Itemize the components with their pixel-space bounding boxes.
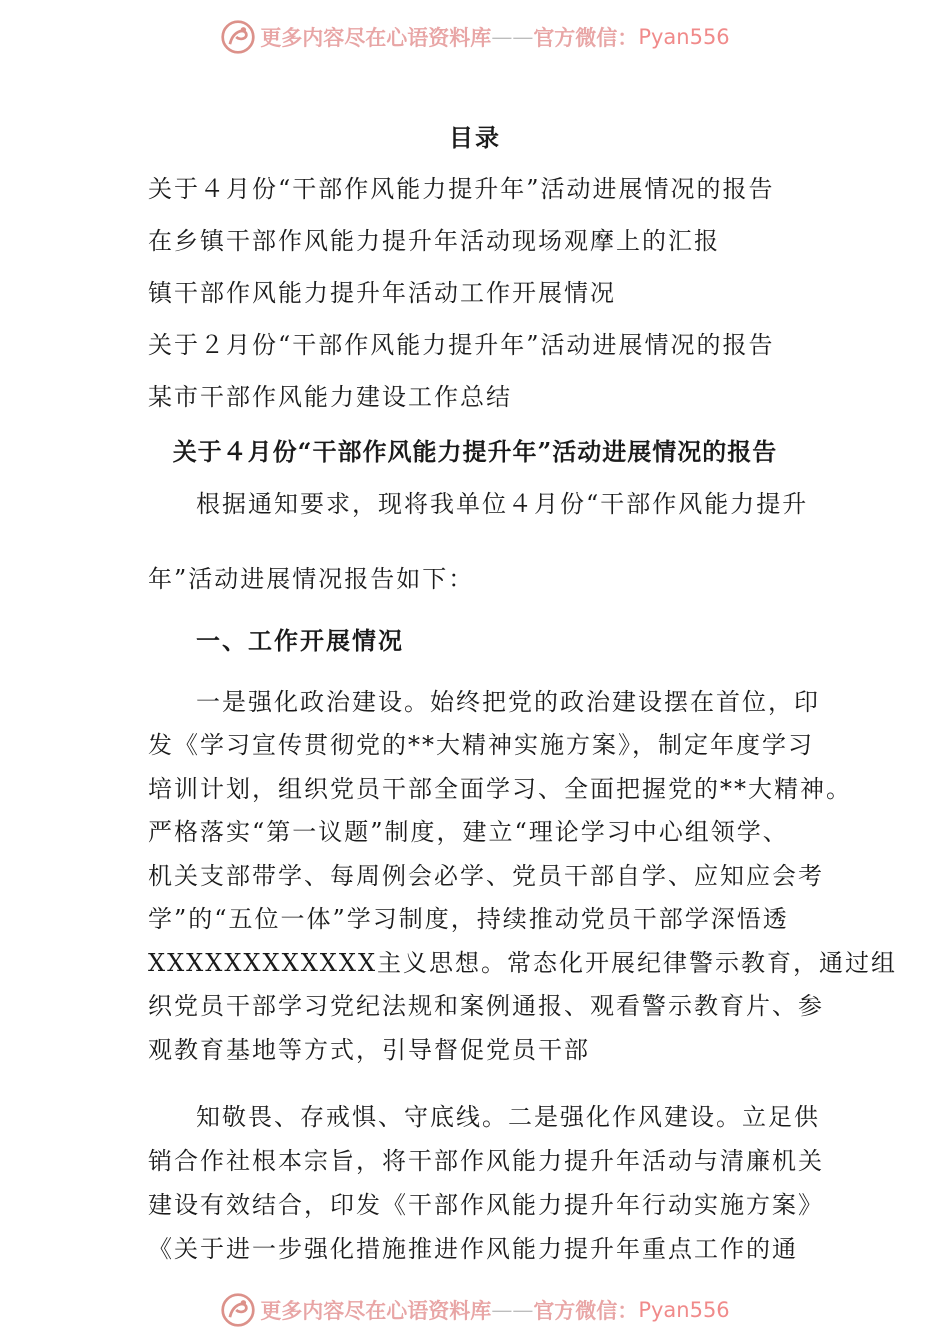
para1-line-9: 观教育基地等方式，引导督促党员干部	[148, 1036, 590, 1064]
watermark-label: 官方微信：	[533, 1298, 639, 1323]
watermark-handle: Pyan556	[638, 25, 730, 49]
toc-item-1[interactable]: 关于４月份“干部作风能力提升年”活动进展情况的报告	[148, 175, 775, 203]
watermark-dash: ——	[491, 25, 534, 49]
watermark-dash: ——	[491, 1298, 534, 1322]
para2-line-1: 知敬畏、存戒惧、守底线。二是强化作风建设。立足供	[196, 1103, 820, 1131]
para1-line-1: 一是强化政治建设。始终把党的政治建设摆在首位，印	[196, 688, 820, 716]
watermark-header	[0, 12, 950, 62]
intro-line-1: 根据通知要求，现将我单位４月份“干部作风能力提升	[196, 490, 809, 518]
para1-line-2: 发《学习宣传贯彻党的**大精神实施方案》，制定年度学习	[148, 731, 814, 759]
para1-line-7: XXXXXXXXXXXX主义思想。常态化开展纪律警示教育，通过组	[148, 949, 898, 977]
toc-title: 目录	[449, 123, 501, 152]
para2-line-4: 《关于进一步强化措施推进作风能力提升年重点工作的通	[148, 1235, 798, 1263]
toc-item-2[interactable]: 在乡镇干部作风能力提升年活动现场观摩上的汇报	[148, 227, 720, 255]
toc-item-4[interactable]: 关于２月份“干部作风能力提升年”活动进展情况的报告	[148, 331, 775, 359]
logo-icon	[220, 19, 256, 55]
para2-line-2: 销合作社根本宗旨，将干部作风能力提升年活动与清廉机关	[148, 1147, 824, 1175]
para1-line-6: 学”的“五位一体”学习制度，持续推动党员干部学深悟透	[148, 905, 789, 933]
watermark-handle: Pyan556	[638, 1298, 730, 1322]
article-title: 关于４月份“干部作风能力提升年”活动进展情况的报告	[172, 437, 778, 466]
watermark-footer	[0, 1285, 950, 1335]
para1-line-4: 严格落实“第一议题”制度，建立“理论学习中心组领学、	[148, 818, 789, 846]
para1-line-8: 织党员干部学习党纪法规和案例通报、观看警示教育片、参	[148, 992, 824, 1020]
para1-line-5: 机关支部带学、每周例会必学、党员干部自学、应知应会考	[148, 862, 824, 890]
toc-item-3[interactable]: 镇干部作风能力提升年活动工作开展情况	[148, 279, 616, 307]
intro-line-2: 年”活动进展情况报告如下：	[148, 565, 475, 593]
watermark-label: 官方微信：	[533, 25, 639, 50]
toc-item-5[interactable]: 某市干部作风能力建设工作总结	[148, 383, 512, 411]
para2-line-3: 建设有效结合，印发《干部作风能力提升年行动实施方案》	[148, 1191, 824, 1219]
watermark-brand: 更多内容尽在心语资料库	[260, 1298, 492, 1323]
section-heading: 一、工作开展情况	[196, 626, 404, 655]
watermark-brand: 更多内容尽在心语资料库	[260, 25, 492, 50]
logo-icon	[220, 1292, 256, 1328]
para1-line-3: 培训计划，组织党员干部全面学习、全面把握党的**大精神。	[148, 775, 852, 803]
